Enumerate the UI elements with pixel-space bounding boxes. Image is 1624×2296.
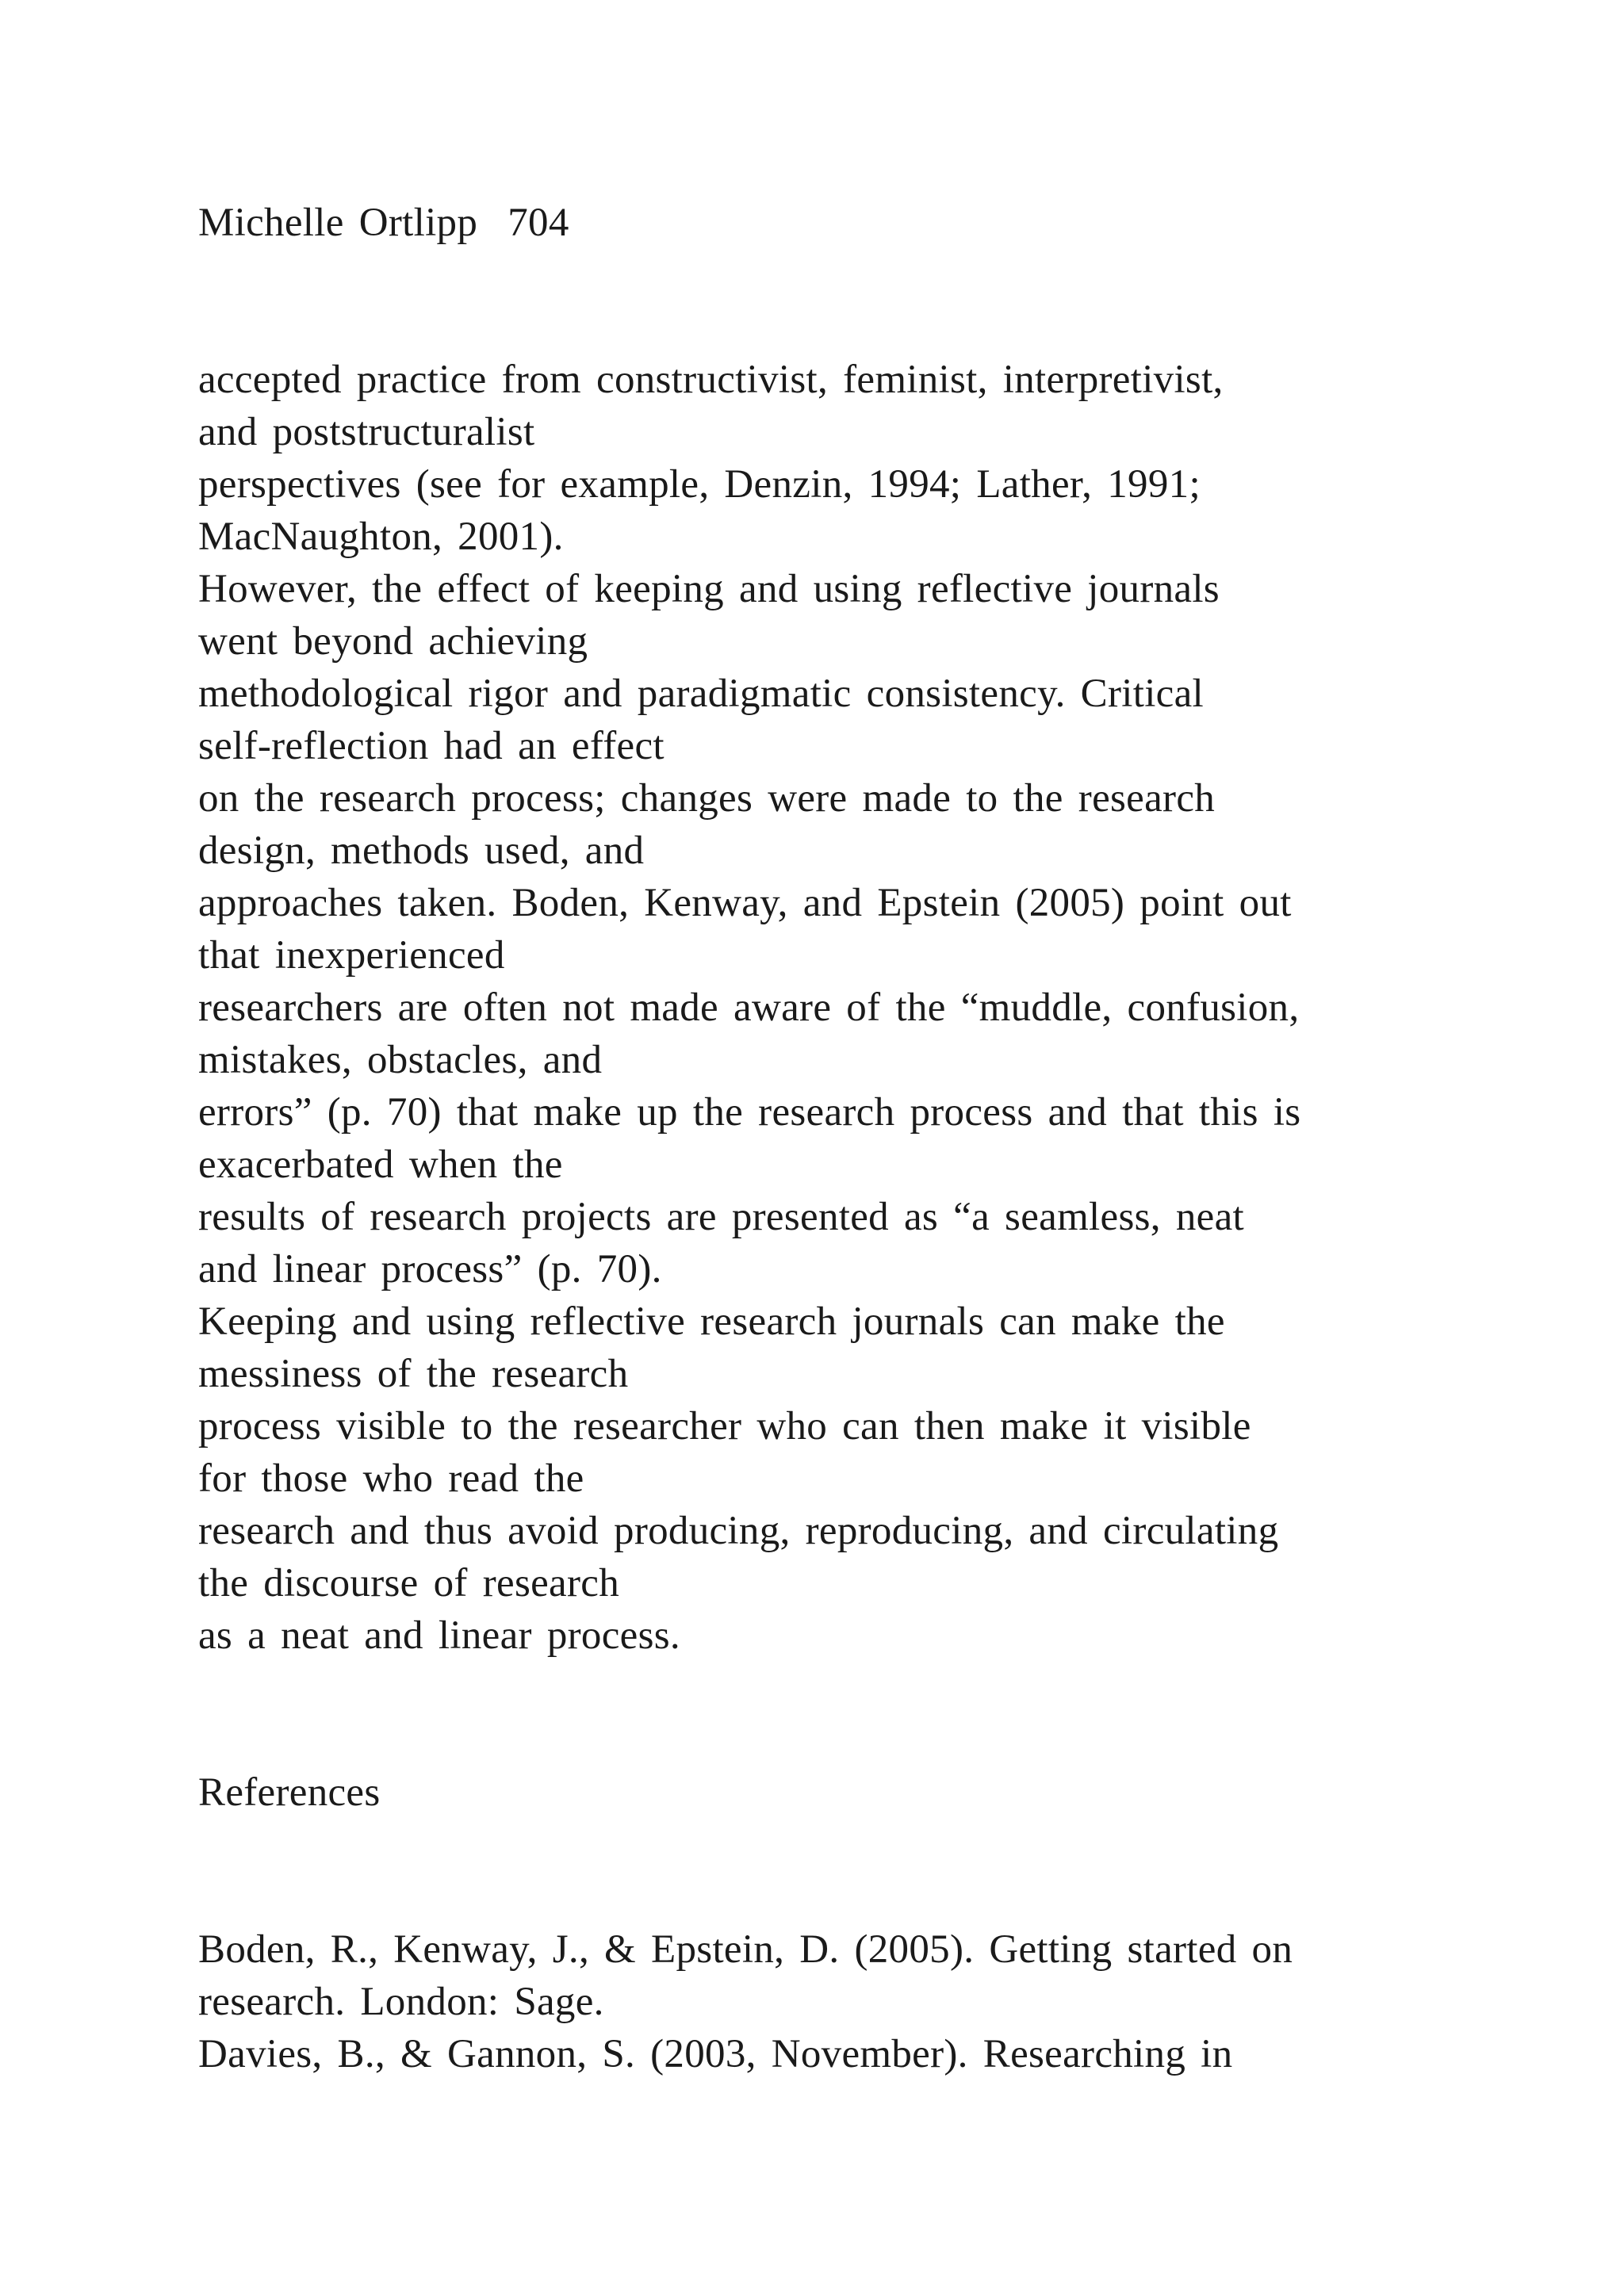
body-line: and poststructuralist [198, 410, 535, 454]
body-line: on the research process; changes were made to the research [198, 776, 1216, 821]
body-line: process visible to the researcher who can then make it visible [198, 1404, 1251, 1448]
body-line: and linear process” (p. 70). [198, 1247, 662, 1292]
body-line: the discourse of research [198, 1561, 620, 1605]
body-line: accepted practice from constructivist, feminist, interpretivist, [198, 358, 1224, 402]
body-line: Keeping and using reflective research journals can make the [198, 1299, 1225, 1344]
reference-line: Boden, R., Kenway, J., & Epstein, D. (2005). Getting started on [198, 1927, 1293, 1972]
body-line: went beyond achieving [198, 619, 588, 664]
body-line: approaches taken. Boden, Kenway, and Epstein (2005) point out [198, 881, 1292, 925]
body-line: MacNaughton, 2001). [198, 515, 564, 559]
body-line: self-reflection had an effect [198, 724, 665, 768]
body-line: design, methods used, and [198, 828, 645, 873]
body-line: for those who read the [198, 1456, 584, 1501]
body-line: However, the effect of keeping and using reflective journals [198, 567, 1220, 611]
body-line: perspectives (see for example, Denzin, 1994; Lather, 1991; [198, 462, 1201, 507]
reference-line: research. London: Sage. [198, 1980, 604, 2024]
body-line: results of research projects are presented as “a seamless, neat [198, 1195, 1244, 1239]
body-line: that inexperienced [198, 933, 505, 978]
body-line: research and thus avoid producing, reproducing, and circulating [198, 1509, 1279, 1553]
body-line: messiness of the research [198, 1352, 629, 1396]
running-head: Michelle Ortlipp 704 [198, 201, 569, 245]
body-line: mistakes, obstacles, and [198, 1038, 603, 1082]
reference-line: Davies, B., & Gannon, S. (2003, November). Researching in [198, 2032, 1233, 2076]
body-line: methodological rigor and paradigmatic consistency. Critical [198, 672, 1205, 716]
body-line: researchers are often not made aware of the “muddle, confusion, [198, 985, 1300, 1030]
body-line: errors” (p. 70) that make up the research process and that this is [198, 1090, 1301, 1135]
references-heading: References [198, 1770, 381, 1815]
body-line: as a neat and linear process. [198, 1613, 680, 1658]
body-line: exacerbated when the [198, 1142, 563, 1187]
